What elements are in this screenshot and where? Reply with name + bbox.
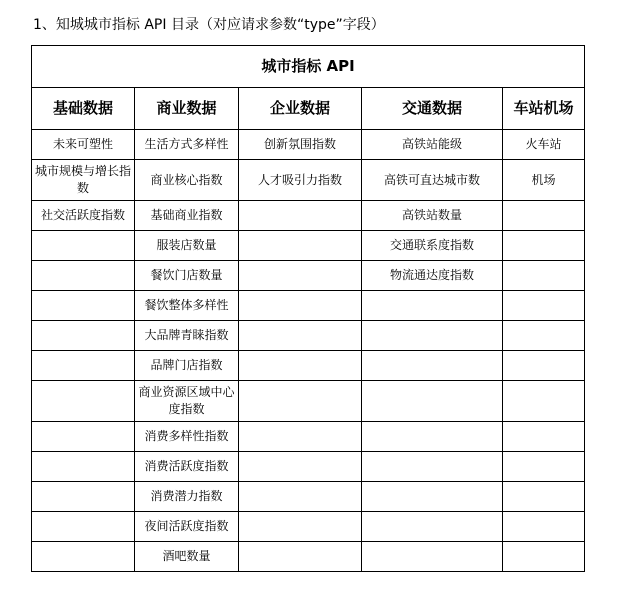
table-row bbox=[32, 381, 585, 422]
table-cell bbox=[362, 381, 503, 422]
category-header-row bbox=[32, 88, 585, 130]
table-cell bbox=[362, 542, 503, 572]
table-cell: 高铁站能级 bbox=[362, 130, 503, 160]
table-cell bbox=[32, 231, 135, 261]
table-cell: 消费活跃度指数 bbox=[135, 452, 239, 482]
table-cell bbox=[503, 321, 585, 351]
table-cell bbox=[239, 542, 362, 572]
table-cell bbox=[503, 201, 585, 231]
table-cell: 消费多样性指数 bbox=[135, 422, 239, 452]
table-cell bbox=[503, 381, 585, 422]
table-cell bbox=[239, 482, 362, 512]
category-header-transport: 交通数据 bbox=[362, 88, 503, 130]
table-cell bbox=[503, 291, 585, 321]
table-row bbox=[32, 231, 585, 261]
table-cell: 服装店数量 bbox=[135, 231, 239, 261]
table-cell bbox=[239, 512, 362, 542]
table-cell: 生活方式多样性 bbox=[135, 130, 239, 160]
table-cell bbox=[503, 261, 585, 291]
table-cell bbox=[32, 291, 135, 321]
table-cell: 人才吸引力指数 bbox=[239, 160, 362, 201]
table-cell bbox=[503, 452, 585, 482]
table-cell: 大品牌青睐指数 bbox=[135, 321, 239, 351]
table-cell: 酒吧数量 bbox=[135, 542, 239, 572]
table-cell bbox=[503, 512, 585, 542]
table-row bbox=[32, 452, 585, 482]
table-cell bbox=[239, 201, 362, 231]
table-cell: 商业资源区域中心度指数 bbox=[135, 381, 239, 422]
table-cell bbox=[239, 422, 362, 452]
table-row bbox=[32, 351, 585, 381]
table-cell bbox=[32, 452, 135, 482]
api-catalog-table bbox=[31, 45, 585, 572]
table-row bbox=[32, 201, 585, 231]
table-cell bbox=[239, 231, 362, 261]
table-cell: 机场 bbox=[503, 160, 585, 201]
table-cell bbox=[32, 351, 135, 381]
table-cell bbox=[362, 512, 503, 542]
table-cell bbox=[239, 261, 362, 291]
table-cell: 高铁可直达城市数 bbox=[362, 160, 503, 201]
table-cell bbox=[32, 321, 135, 351]
table-cell: 物流通达度指数 bbox=[362, 261, 503, 291]
table-cell: 基础商业指数 bbox=[135, 201, 239, 231]
table-cell bbox=[32, 512, 135, 542]
table-cell bbox=[362, 482, 503, 512]
table-cell: 创新氛围指数 bbox=[239, 130, 362, 160]
table-cell: 消费潜力指数 bbox=[135, 482, 239, 512]
table-cell bbox=[503, 482, 585, 512]
table-row bbox=[32, 542, 585, 572]
table-cell: 商业核心指数 bbox=[135, 160, 239, 201]
table-cell bbox=[239, 452, 362, 482]
table-cell bbox=[362, 351, 503, 381]
table-cell: 未来可塑性 bbox=[32, 130, 135, 160]
table-cell bbox=[32, 381, 135, 422]
category-header-basic: 基础数据 bbox=[32, 88, 135, 130]
table-cell: 餐饮门店数量 bbox=[135, 261, 239, 291]
category-header-station-airport: 车站机场 bbox=[503, 88, 585, 130]
table-cell bbox=[503, 542, 585, 572]
table-row bbox=[32, 261, 585, 291]
table-row bbox=[32, 160, 585, 201]
table-cell: 高铁站数量 bbox=[362, 201, 503, 231]
table-title: 城市指标 API bbox=[32, 46, 585, 88]
table-cell bbox=[32, 261, 135, 291]
table-cell bbox=[239, 291, 362, 321]
table-cell bbox=[503, 231, 585, 261]
table-cell: 社交活跃度指数 bbox=[32, 201, 135, 231]
category-header-commerce: 商业数据 bbox=[135, 88, 239, 130]
table-cell bbox=[362, 321, 503, 351]
table-cell bbox=[32, 542, 135, 572]
table-row bbox=[32, 482, 585, 512]
table-title-row bbox=[32, 46, 585, 88]
table-row bbox=[32, 512, 585, 542]
table-cell bbox=[32, 482, 135, 512]
table-cell: 城市规模与增长指数 bbox=[32, 160, 135, 201]
table-cell: 火车站 bbox=[503, 130, 585, 160]
table-row bbox=[32, 291, 585, 321]
table-cell bbox=[362, 452, 503, 482]
table-cell: 餐饮整体多样性 bbox=[135, 291, 239, 321]
table-cell bbox=[239, 351, 362, 381]
table-cell bbox=[32, 422, 135, 452]
category-header-enterprise: 企业数据 bbox=[239, 88, 362, 130]
table-cell bbox=[503, 351, 585, 381]
table-cell bbox=[362, 422, 503, 452]
table-cell: 品牌门店指数 bbox=[135, 351, 239, 381]
table-cell: 交通联系度指数 bbox=[362, 231, 503, 261]
table-row bbox=[32, 130, 585, 160]
table-cell bbox=[503, 422, 585, 452]
table-cell bbox=[239, 381, 362, 422]
section-heading: 1、知城城市指标 API 目录（对应请求参数“type”字段） bbox=[33, 17, 385, 33]
table-cell bbox=[362, 291, 503, 321]
table-cell bbox=[239, 321, 362, 351]
table-cell: 夜间活跃度指数 bbox=[135, 512, 239, 542]
table-row bbox=[32, 422, 585, 452]
table-row bbox=[32, 321, 585, 351]
